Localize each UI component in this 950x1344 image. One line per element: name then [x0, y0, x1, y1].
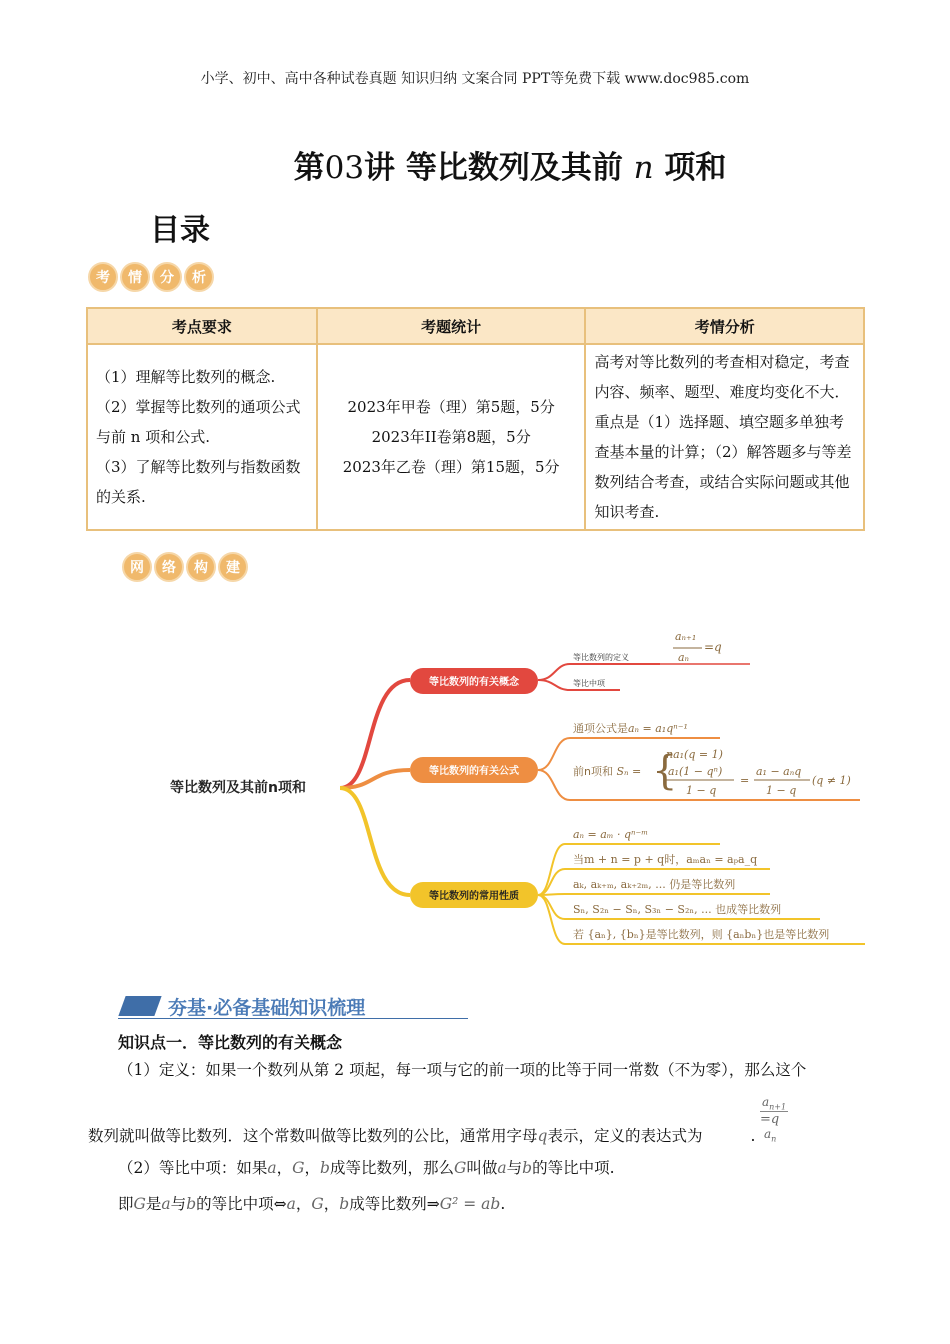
leaf-property-4: Sₙ, S₂ₙ − Sₙ, S₃ₙ − S₂ₙ, ... 也成等比数列 — [573, 903, 782, 916]
equivalence-line: 即G是a与b的等比中项⇔a，G，b成等比数列⇒G² = ab. — [118, 1195, 506, 1213]
svg-text:=q: =q — [704, 640, 722, 654]
table-header: 考题统计 — [317, 308, 586, 344]
mind-map — [160, 620, 880, 960]
page-header: 小学、初中、高中各种试卷真题 知识归纳 文案合同 PPT等免费下载 www.doc985.com — [200, 71, 750, 87]
svg-text:aₙ: aₙ — [678, 651, 690, 664]
leaf-definition: 等比数列的定义 — [573, 653, 629, 662]
svg-text:等比数列的有关公式: 等比数列的有关公式 — [429, 766, 519, 777]
table-header: 考情分析 — [585, 308, 864, 344]
exam-analysis-badge: 考 情 分 析 — [88, 262, 214, 292]
statistics-cell: 2023年甲卷（理）第5题，5分 2023年II卷第8题，5分 2023年乙卷（理）第15题，5分 — [317, 344, 586, 530]
knowledge-point-title: 知识点一．等比数列的有关概念 — [118, 1033, 343, 1052]
toc-heading: 目录 — [150, 213, 210, 248]
definition-line-1: （1）定义：如果一个数列从第 2 项起，每一项与它的前一项的比等于同一常数（不为零），那么这个 — [118, 1061, 807, 1079]
middle-term-line: （2）等比中项：如果a，G，b成等比数列，那么G叫做a与b的等比中项. — [118, 1159, 615, 1177]
svg-text:(q ≠ 1): (q ≠ 1) — [812, 774, 851, 787]
leaf-middle-term: 等比中项 — [573, 679, 605, 688]
svg-text:=: = — [740, 774, 750, 787]
svg-text:a₁(1 − qⁿ): a₁(1 − qⁿ) — [668, 765, 723, 778]
table-header: 考点要求 — [87, 308, 317, 344]
analysis-cell: 高考对等比数列的考查相对稳定，考查内容、频率、题型、难度均变化不大．重点是（1）选择题、填空题多单独考查基本量的计算；（2）解答题多与等差数列结合考查，或结合实际问题或其他知识考查. — [585, 344, 864, 530]
leaf-property-5: 若 {aₙ}, {bₙ}是等比数列，则 {aₙbₙ}也是等比数列 — [573, 928, 830, 941]
leaf-sum-formula: 前n项和 Sₙ = — [573, 765, 642, 778]
network-badge: 网 络 构 建 — [122, 552, 248, 582]
mindmap-root: 等比数列及其前n项和 — [170, 780, 306, 796]
svg-text:等比数列的有关概念: 等比数列的有关概念 — [429, 677, 519, 688]
leaf-property-2: 当m + n = p + q时，aₘaₙ = aₚa_q — [573, 853, 758, 866]
svg-text:{: { — [652, 748, 678, 794]
leaf-property-1: aₙ = aₘ · qⁿ⁻ᵐ — [573, 828, 649, 841]
definition-line-2: 数列就叫做等比数列．这个常数叫做等比数列的公比，通常用字母q表示，定义的表达式为 . — [88, 1127, 756, 1145]
svg-text:1 − q: 1 − q — [766, 784, 797, 797]
svg-text:等比数列的常用性质: 等比数列的常用性质 — [429, 891, 519, 902]
requirements-cell: （1）理解等比数列的概念. （2）掌握等比数列的通项公式与前 n 项和公式. （3）了解等比数列与指数函数的关系. — [87, 344, 317, 530]
page-title: 第03讲 等比数列及其前 n 项和 — [293, 150, 727, 186]
section-banner — [118, 992, 468, 1019]
svg-text:1 − q: 1 − q — [686, 784, 717, 797]
section-title: 夯基·必备基础知识梳理 — [168, 997, 366, 1019]
exam-analysis-table — [86, 307, 865, 531]
svg-text:a₁ − aₙq: a₁ − aₙq — [756, 765, 802, 778]
svg-text:aₙ₊₁: aₙ₊₁ — [675, 630, 697, 643]
definition-fraction: $a_{n+1} =q$ $a_n$ — [760, 1095, 787, 1144]
leaf-general-term: 通项公式是aₙ = a₁qⁿ⁻¹ — [573, 722, 688, 735]
leaf-property-3: aₖ, aₖ₊ₘ, aₖ₊₂ₘ, ... 仍是等比数列 — [573, 878, 736, 891]
svg-text:na₁(q = 1): na₁(q = 1) — [666, 748, 723, 761]
